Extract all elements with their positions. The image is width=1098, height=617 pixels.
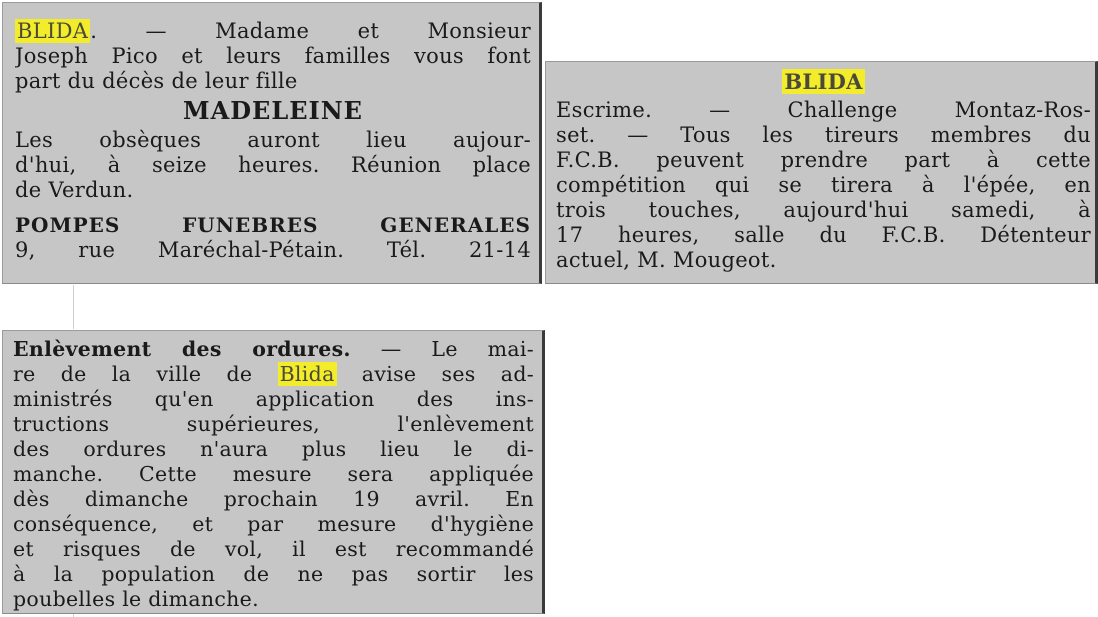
clipping-garbage-notice [2, 330, 545, 614]
text-segment: conséquence, et par mesure d'hygiène [13, 512, 534, 536]
text-segment: ministrés qu'en application des ins- [13, 387, 534, 411]
text-segment: Joseph Pico et leurs familles vous font [15, 44, 531, 68]
text-line: set. — Tous les tireurs membres du [556, 123, 1091, 147]
text-line [13, 362, 534, 387]
text-segment: dès dimanche prochain 19 avril. En [13, 487, 534, 511]
text-line [13, 562, 534, 587]
fencing-heading [556, 66, 1091, 98]
highlighted-search-term: BLIDA [784, 69, 863, 94]
clipping-fencing-notice [545, 61, 1098, 284]
highlighted-search-term: BLIDA [17, 19, 89, 43]
text-segment: Enlèvement des ordures. [13, 337, 351, 361]
text-line [13, 462, 534, 487]
deceased-name: MADELEINE [183, 96, 363, 125]
garbage-notice-body [13, 337, 534, 612]
text-segment: manche. Cette mesure sera appliquée [13, 462, 534, 486]
text-line: de Verdun. [15, 178, 134, 202]
fencing-body [556, 98, 1091, 273]
text-line: trois touches, aujourd'hui samedi, à [556, 198, 1091, 222]
text-line [13, 487, 534, 512]
text-line: compétition qui se tirera à l'épée, en [556, 173, 1091, 197]
text-segment: poubelles le dimanche. [13, 587, 259, 611]
text-line [13, 412, 534, 437]
text-line: 17 heures, salle du F.C.B. Détenteur [556, 223, 1091, 247]
text-line [13, 537, 534, 562]
text-segment: et risques de vol, il est recommandé [13, 537, 534, 561]
text-line [15, 44, 531, 69]
highlighted-search-term: Blida [279, 362, 335, 386]
text-line [15, 69, 531, 94]
text-segment: tructions supérieures, l'enlèvement [13, 412, 534, 436]
text-line [15, 19, 531, 44]
text-segment: re de la ville de [13, 362, 278, 386]
text-segment: — Le mai- [350, 337, 534, 361]
funeral-company: POMPES FUNEBRES GENERALES [15, 213, 531, 237]
text-line: Les obsèques auront lieu aujour- [15, 128, 531, 152]
text-segment: part du décès de leur fille [15, 69, 298, 93]
text-line: d'hui, à seize heures. Réunion place [15, 153, 531, 177]
separator-line-vertical [73, 285, 74, 329]
text-line: Escrime. — Challenge Montaz-Ros- [556, 98, 1091, 122]
text-line: actuel, M. Mougeot. [556, 248, 777, 272]
text-segment: à la population de ne pas sortir les [13, 562, 534, 586]
text-line [13, 587, 534, 612]
text-segment: . — Madame et Monsieur [90, 19, 531, 43]
text-segment: des ordures n'aura plus lieu le di- [13, 437, 534, 461]
funeral-company-address: 9, rue Maréchal-Pétain. Tél. 21-14 [15, 238, 531, 262]
funeral-details [15, 128, 531, 203]
text-segment: avise ses ad- [336, 362, 534, 386]
text-line [13, 437, 534, 462]
text-line [13, 387, 534, 412]
text-line: F.C.B. peuvent prendre part à cette [556, 148, 1091, 172]
text-line [13, 337, 534, 362]
death-notice-intro [15, 19, 531, 94]
clipping-death-notice [2, 2, 542, 284]
text-line [13, 512, 534, 537]
